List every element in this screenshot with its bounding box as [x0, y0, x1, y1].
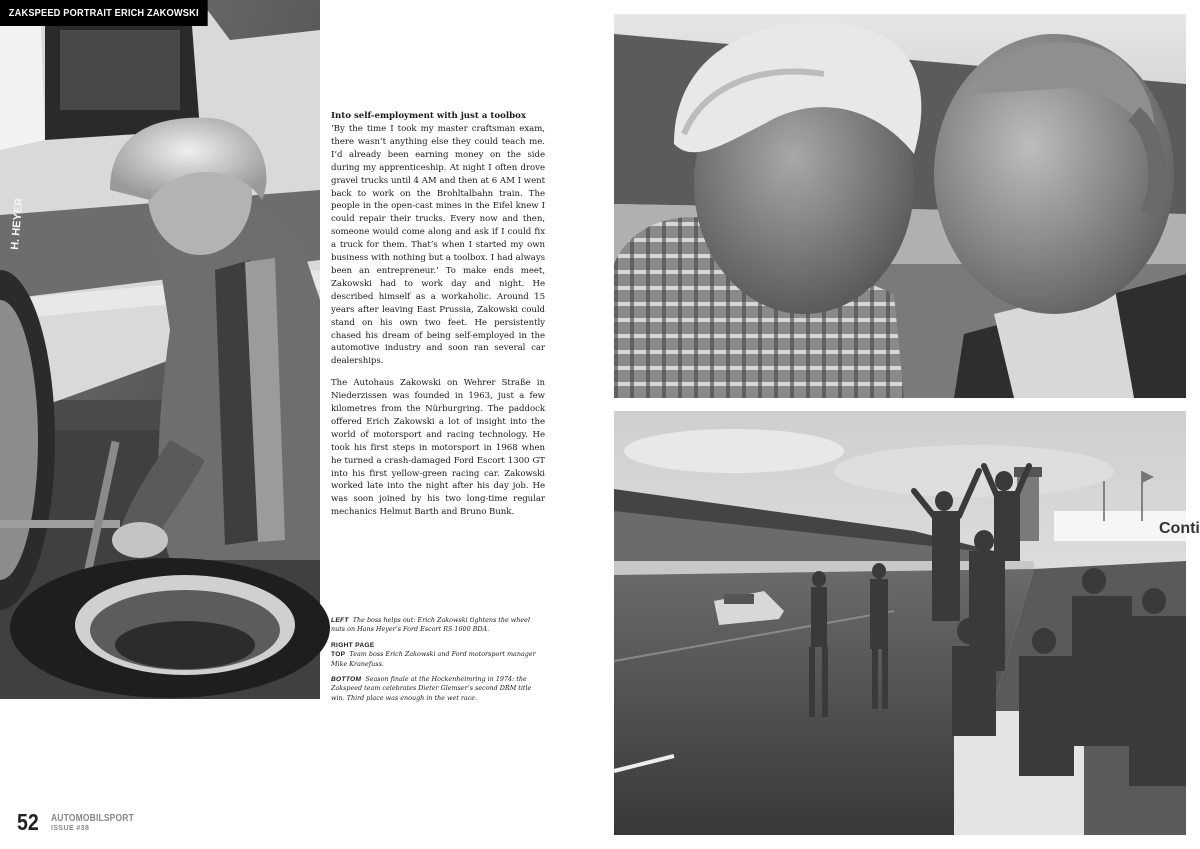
caption-left-text: The boss helps out: Erich Zakowski tightens the wheel nuts on Hans Heyer’s Ford Escort RS 1600 BDA. — [331, 616, 530, 634]
section-label: ZAKSPEED PORTRAIT ERICH ZAKOWSKI — [0, 0, 208, 26]
banner-text: Conti — [1159, 520, 1200, 537]
photo-team-celebration — [614, 411, 1200, 835]
article-heading: Into self-employment with just a toolbox — [331, 111, 526, 121]
caption-bottom-text: Season finale at the Hockenheimring in 1974: the Zakspeed team celebrates Dieter Glemser’s second DRM title win. Third place was enough in the wet race. — [331, 675, 532, 702]
caption-left — [331, 616, 545, 635]
caption-top-label: TOP — [331, 651, 346, 659]
article-body — [331, 110, 545, 528]
magazine-name: AUTOMOBILSPORT — [51, 813, 134, 824]
car-lettering: H. HEYER — [9, 197, 26, 251]
photo-team-celebration-image — [614, 411, 1200, 835]
caption-bottom-label: BOTTOM — [331, 676, 362, 684]
page-folio — [17, 811, 149, 834]
photo-team-boss-conversation-image — [614, 14, 1186, 398]
magazine-issue: ISSUE #38 — [51, 825, 90, 832]
caption-top-text: Team boss Erich Zakowski and Ford motorsport manager Mike Kranefuss. — [331, 650, 536, 668]
page-number: 52 — [17, 809, 39, 835]
photo-team-boss-conversation — [614, 14, 1186, 398]
photo-mechanic-wheel-image — [0, 0, 320, 699]
caption-bottom — [331, 675, 545, 703]
article-paragraph-2: The Autohaus Zakowski on Wehrer Straße in Niederzissen was founded in 1963, just a few kilometres from the Nürburgring. The paddock offered Erich Zakowski a lot of insight into the world of motorsport and racing technology. He took his first steps in motorsport in 1968 when he turned a crash-damaged Ford Escort 1300 GT into his first yellow-green racing car. Zakowski worked late into the night after his day job. He was soon joined by his two long-time regular mechanics Helmut Barth and Bruno Bunk. — [331, 378, 545, 518]
magazine-info — [51, 811, 149, 833]
caption-right-page-label: RIGHT PAGE — [331, 641, 375, 649]
photo-mechanic-wheel — [0, 0, 320, 699]
caption-left-label: LEFT — [331, 617, 349, 624]
article-paragraph-1: ‘By the time I took my master craftsman exam, there wasn’t anything else they could teach me. I’d already been earning money on the side during my apprenticeship. At night I often drove gravel trucks until 4 AM and then at 6 AM I went back to work on the Brohltalbahn train. The people in the open-cast mines in the Eifel knew I could repair their trucks. Every now and then, someone would come along and ask if I could fix a truck for them. That’s when I started my own business with nothing but a toolbox. I had always been an entrepreneur.’ To make ends meet, Zakowski had to work day and night. He described himself as a workaholic. Around 15 years after leaving East Prussia, Zakowski could stand on his own two feet. He persistently chased his dream of being self-employed in the automotive industry and soon ran several car dealerships. — [331, 124, 545, 367]
caption-right-page — [331, 641, 545, 669]
photo-captions — [331, 616, 545, 709]
